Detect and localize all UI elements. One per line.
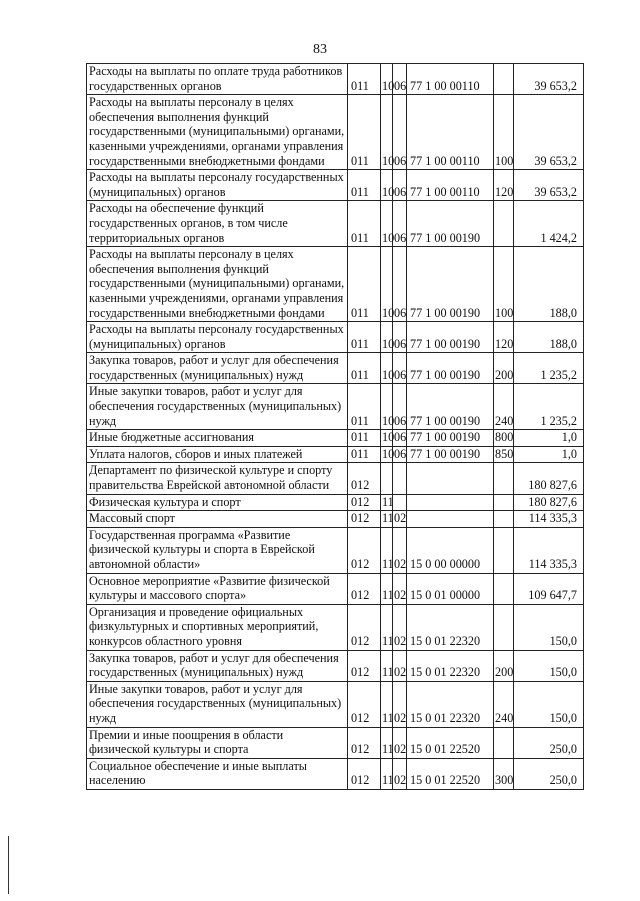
row-sum: 39 653,2 bbox=[514, 95, 584, 170]
row-ved: 011 bbox=[348, 430, 381, 447]
row-sum: 1,0 bbox=[514, 430, 584, 447]
table-row bbox=[87, 95, 584, 170]
row-sum: 1 424,2 bbox=[514, 201, 584, 247]
row-csr: 77 1 00 00110 bbox=[407, 64, 494, 95]
row-sum: 250,0 bbox=[514, 727, 584, 758]
row-pr: 02 bbox=[393, 573, 407, 604]
row-sum: 1 235,2 bbox=[514, 353, 584, 384]
row-csr: 77 1 00 00190 bbox=[407, 430, 494, 447]
row-vr bbox=[494, 573, 514, 604]
table-row bbox=[87, 353, 584, 384]
row-ved: 012 bbox=[348, 494, 381, 511]
row-vr bbox=[494, 494, 514, 511]
row-name: Физическая культура и спорт bbox=[87, 494, 348, 511]
row-name: Расходы на выплаты персоналу в целях обеспечения выполнения функций государственными (муниципальными) органами, казенными учреждениями, органами управления государственными внебюджетными фондами bbox=[87, 95, 348, 170]
row-pr: 06 bbox=[393, 384, 407, 430]
row-csr: 15 0 01 22320 bbox=[407, 650, 494, 681]
row-rz: 11 bbox=[381, 527, 393, 573]
table-row bbox=[87, 727, 584, 758]
row-name: Массовый спорт bbox=[87, 511, 348, 528]
row-sum: 114 335,3 bbox=[514, 511, 584, 528]
row-csr: 77 1 00 00190 bbox=[407, 201, 494, 247]
row-vr: 120 bbox=[494, 170, 514, 201]
row-pr: 02 bbox=[393, 727, 407, 758]
row-pr: 06 bbox=[393, 247, 407, 322]
row-csr: 15 0 00 00000 bbox=[407, 527, 494, 573]
row-pr bbox=[393, 494, 407, 511]
table-row bbox=[87, 681, 584, 727]
row-rz: 11 bbox=[381, 573, 393, 604]
row-csr: 77 1 00 00110 bbox=[407, 170, 494, 201]
row-vr: 100 bbox=[494, 95, 514, 170]
table-row bbox=[87, 322, 584, 353]
row-ved: 012 bbox=[348, 573, 381, 604]
row-csr: 15 0 01 22320 bbox=[407, 681, 494, 727]
row-name: Организация и проведение официальных физкультурных и спортивных мероприятий, конкурсов областного уровня bbox=[87, 604, 348, 650]
row-rz: 10 bbox=[381, 170, 393, 201]
row-pr: 02 bbox=[393, 681, 407, 727]
row-vr: 800 bbox=[494, 430, 514, 447]
row-name: Департамент по физической культуре и спорту правительства Еврейской автономной области bbox=[87, 463, 348, 494]
row-sum: 39 653,2 bbox=[514, 170, 584, 201]
row-ved: 012 bbox=[348, 650, 381, 681]
row-pr: 06 bbox=[393, 446, 407, 463]
table-row bbox=[87, 430, 584, 447]
row-name: Расходы на выплаты персоналу в целях обеспечения выполнения функций государственными (муниципальными) органами, казенными учреждениями, органами управления государственными внебюджетными фондами bbox=[87, 247, 348, 322]
row-ved: 012 bbox=[348, 463, 381, 494]
row-ved: 011 bbox=[348, 446, 381, 463]
row-pr: 06 bbox=[393, 64, 407, 95]
row-ved: 012 bbox=[348, 527, 381, 573]
row-csr: 77 1 00 00190 bbox=[407, 353, 494, 384]
table-body bbox=[87, 64, 584, 790]
table-row bbox=[87, 170, 584, 201]
row-ved: 012 bbox=[348, 681, 381, 727]
row-sum: 250,0 bbox=[514, 758, 584, 789]
margin-line bbox=[8, 836, 9, 894]
row-rz: 10 bbox=[381, 201, 393, 247]
row-name: Иные закупки товаров, работ и услуг для обеспечения государственных (муниципальных) нужд bbox=[87, 384, 348, 430]
row-csr bbox=[407, 511, 494, 528]
row-sum: 1,0 bbox=[514, 446, 584, 463]
row-vr bbox=[494, 511, 514, 528]
row-csr: 15 0 01 22520 bbox=[407, 758, 494, 789]
row-vr bbox=[494, 527, 514, 573]
row-pr: 02 bbox=[393, 527, 407, 573]
row-rz bbox=[381, 463, 393, 494]
row-sum: 150,0 bbox=[514, 681, 584, 727]
row-sum: 188,0 bbox=[514, 247, 584, 322]
row-name: Расходы на выплаты персоналу государственных (муниципальных) органов bbox=[87, 322, 348, 353]
row-rz: 11 bbox=[381, 681, 393, 727]
row-ved: 011 bbox=[348, 170, 381, 201]
row-csr: 15 0 01 22520 bbox=[407, 727, 494, 758]
row-rz: 10 bbox=[381, 430, 393, 447]
row-csr: 77 1 00 00190 bbox=[407, 384, 494, 430]
row-name: Премии и иные поощрения в области физической культуры и спорта bbox=[87, 727, 348, 758]
row-name: Расходы на обеспечение функций государственных органов, в том числе территориальных органов bbox=[87, 201, 348, 247]
row-vr: 200 bbox=[494, 650, 514, 681]
row-pr: 06 bbox=[393, 353, 407, 384]
table-row bbox=[87, 446, 584, 463]
table-row bbox=[87, 758, 584, 789]
row-pr: 06 bbox=[393, 322, 407, 353]
table-row bbox=[87, 573, 584, 604]
row-vr: 300 bbox=[494, 758, 514, 789]
row-pr: 06 bbox=[393, 170, 407, 201]
row-ved: 012 bbox=[348, 727, 381, 758]
row-pr bbox=[393, 463, 407, 494]
row-csr bbox=[407, 463, 494, 494]
row-vr bbox=[494, 463, 514, 494]
row-rz: 10 bbox=[381, 322, 393, 353]
row-sum: 1 235,2 bbox=[514, 384, 584, 430]
row-csr: 77 1 00 00190 bbox=[407, 446, 494, 463]
row-pr: 06 bbox=[393, 201, 407, 247]
page-number: 83 bbox=[313, 42, 327, 57]
row-vr: 240 bbox=[494, 681, 514, 727]
row-vr: 200 bbox=[494, 353, 514, 384]
row-rz: 10 bbox=[381, 247, 393, 322]
row-vr bbox=[494, 727, 514, 758]
table-row bbox=[87, 247, 584, 322]
row-name: Расходы на выплаты персоналу государственных (муниципальных) органов bbox=[87, 170, 348, 201]
table-row bbox=[87, 201, 584, 247]
row-rz: 11 bbox=[381, 650, 393, 681]
row-vr: 100 bbox=[494, 247, 514, 322]
row-csr: 77 1 00 00190 bbox=[407, 322, 494, 353]
table-row bbox=[87, 604, 584, 650]
row-sum: 39 653,2 bbox=[514, 64, 584, 95]
row-rz: 10 bbox=[381, 446, 393, 463]
row-name: Закупка товаров, работ и услуг для обеспечения государственных (муниципальных) нужд bbox=[87, 650, 348, 681]
row-ved: 011 bbox=[348, 64, 381, 95]
row-csr: 77 1 00 00190 bbox=[407, 247, 494, 322]
table-row bbox=[87, 384, 584, 430]
row-vr bbox=[494, 604, 514, 650]
row-pr: 02 bbox=[393, 758, 407, 789]
table-row bbox=[87, 494, 584, 511]
table-row bbox=[87, 527, 584, 573]
row-rz: 11 bbox=[381, 511, 393, 528]
row-rz: 11 bbox=[381, 758, 393, 789]
row-rz: 11 bbox=[381, 494, 393, 511]
row-vr: 240 bbox=[494, 384, 514, 430]
row-rz: 11 bbox=[381, 604, 393, 650]
row-ved: 012 bbox=[348, 758, 381, 789]
row-rz: 10 bbox=[381, 64, 393, 95]
row-ved: 011 bbox=[348, 95, 381, 170]
row-sum: 109 647,7 bbox=[514, 573, 584, 604]
row-csr bbox=[407, 494, 494, 511]
row-sum: 180 827,6 bbox=[514, 494, 584, 511]
row-vr: 850 bbox=[494, 446, 514, 463]
row-name: Социальное обеспечение и иные выплаты населению bbox=[87, 758, 348, 789]
row-vr bbox=[494, 64, 514, 95]
table-row bbox=[87, 650, 584, 681]
row-name: Иные закупки товаров, работ и услуг для обеспечения государственных (муниципальных) нужд bbox=[87, 681, 348, 727]
row-sum: 150,0 bbox=[514, 650, 584, 681]
row-pr: 06 bbox=[393, 430, 407, 447]
row-csr: 15 0 01 00000 bbox=[407, 573, 494, 604]
row-rz: 10 bbox=[381, 384, 393, 430]
row-rz: 11 bbox=[381, 727, 393, 758]
table-row bbox=[87, 511, 584, 528]
row-csr: 77 1 00 00110 bbox=[407, 95, 494, 170]
row-pr: 02 bbox=[393, 650, 407, 681]
table-row bbox=[87, 64, 584, 95]
row-pr: 02 bbox=[393, 511, 407, 528]
row-rz: 10 bbox=[381, 95, 393, 170]
row-pr: 06 bbox=[393, 95, 407, 170]
row-ved: 012 bbox=[348, 604, 381, 650]
row-name: Закупка товаров, работ и услуг для обеспечения государственных (муниципальных) нужд bbox=[87, 353, 348, 384]
row-vr: 120 bbox=[494, 322, 514, 353]
row-ved: 011 bbox=[348, 384, 381, 430]
row-ved: 011 bbox=[348, 322, 381, 353]
row-csr: 15 0 01 22320 bbox=[407, 604, 494, 650]
row-ved: 011 bbox=[348, 247, 381, 322]
row-rz: 10 bbox=[381, 353, 393, 384]
row-name: Расходы на выплаты по оплате труда работников государственных органов bbox=[87, 64, 348, 95]
table-row bbox=[87, 463, 584, 494]
row-vr bbox=[494, 201, 514, 247]
row-ved: 011 bbox=[348, 201, 381, 247]
row-name: Основное мероприятие «Развитие физической культуры и массового спорта» bbox=[87, 573, 348, 604]
row-sum: 114 335,3 bbox=[514, 527, 584, 573]
row-sum: 188,0 bbox=[514, 322, 584, 353]
row-ved: 012 bbox=[348, 511, 381, 528]
row-name: Государственная программа «Развитие физической культуры и спорта в Еврейской автономной области» bbox=[87, 527, 348, 573]
row-name: Уплата налогов, сборов и иных платежей bbox=[87, 446, 348, 463]
budget-table bbox=[86, 63, 584, 790]
row-name: Иные бюджетные ассигнования bbox=[87, 430, 348, 447]
row-ved: 011 bbox=[348, 353, 381, 384]
row-pr: 02 bbox=[393, 604, 407, 650]
row-sum: 180 827,6 bbox=[514, 463, 584, 494]
row-sum: 150,0 bbox=[514, 604, 584, 650]
